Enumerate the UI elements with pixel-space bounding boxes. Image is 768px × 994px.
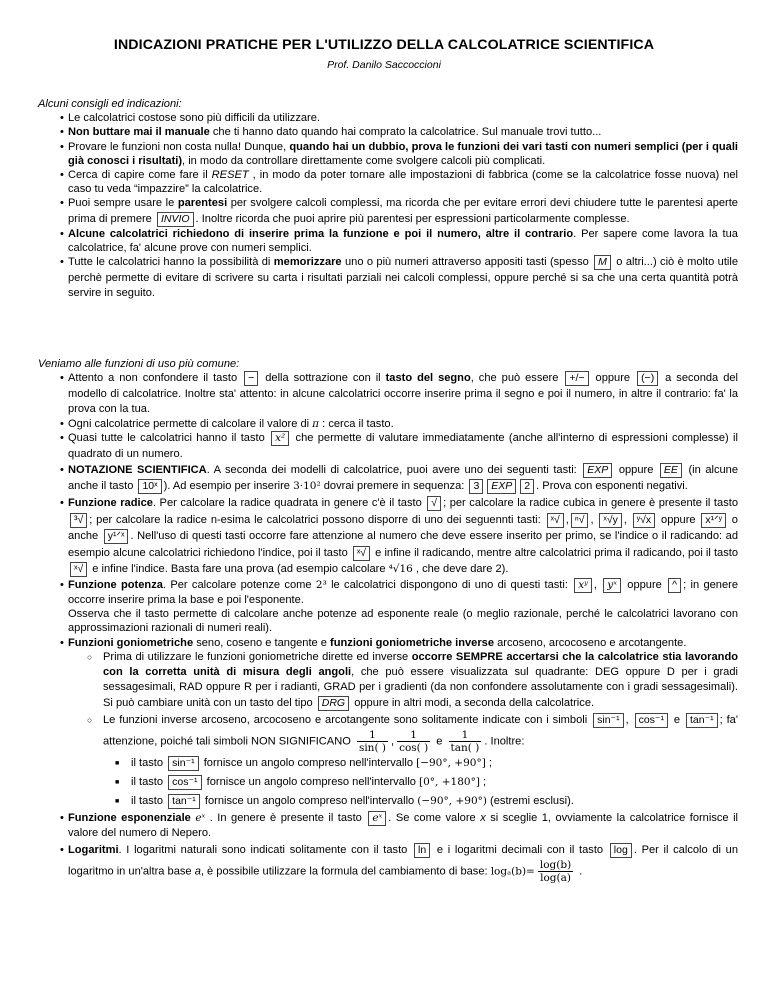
range-value: [−90°, +90°] [416, 757, 486, 770]
functions-section [38, 357, 738, 884]
range-value: (−90°, +90°) [417, 795, 487, 808]
sqrt-key: √ [427, 496, 441, 511]
range-value: [0°, +180°] [419, 776, 480, 789]
trig-sublist [68, 650, 738, 811]
fraction-sin: $\frac{1}{\sin( )}$ [358, 729, 386, 755]
ln-key: ln [414, 843, 430, 858]
sign-key-alt: (−) [637, 371, 658, 386]
cbrt-key: ³√ [70, 513, 87, 528]
list-item: • Funzione esponenziale eˣ . In genere è presente il tasto eˣ . Se come valore x si sceglie 1, ovviamente la calcolatrice fornisce il valore del numero di Nepero. [38, 811, 738, 842]
range-item: ■ il tasto cos⁻¹ fornisce un angolo compreso nell'intervallo [0°, +180°] ; [103, 773, 738, 792]
reset-word: RESET [211, 169, 249, 182]
fraction-tan: $\frac{1}{\tan( )}$ [450, 729, 480, 755]
list-item: • Quasi tutte le calcolatrici hanno il tasto x² che permette di valutare immediatamente (anche all'interno di espressioni complesse) il quadrato di un numero. [38, 431, 738, 462]
author-line: Prof. Danilo Saccoccioni [327, 59, 441, 71]
pi-symbol: π [312, 418, 320, 431]
list-item: • Le calcolatrici costose sono più difficili da utilizzare. [38, 111, 738, 125]
log-formula-fraction: $\frac{\log(b)}{\log(a)}$ [539, 858, 572, 884]
sci-example: 3·10² [293, 480, 321, 493]
list-item: • NOTAZIONE SCIENTIFICA. A seconda dei modelli di calcolatrice, puoi avere uno dei seguenti tasti: EXP oppure EE (in alcune anche il tasto 10ˣ ). Ad esempio per inserire 3·10² dovrai premere in sequenza: 3 EXP 2 . Prova con esponenti negativi. [38, 462, 738, 495]
acos-key: cos⁻¹ [635, 713, 668, 728]
minus-key: − [244, 371, 258, 386]
ten-power-key: 10ˣ [138, 479, 161, 494]
square-key: x² [271, 431, 289, 446]
list-item: • Alcune calcolatrici richiedono di inserire prima la funzione e poi il numero, altre il contrario. Per sapere come lavora la tua calcolatrice, fa' alcune prove con numeri semplici. [38, 227, 738, 255]
list-item: • Attento a non confondere il tasto − della sottrazione con il tasto del segno, che può essere +/− oppure (−) a seconda del modello di calcolatrice. Inoltre sta' attento: in alcune calcolatrici occorre inserire prima il segno e poi il numero, in altre il contrario: fa' la prova con la tua. [38, 371, 738, 417]
drg-key: DRG [318, 696, 349, 711]
y-pow-x-key: yˣ [603, 578, 621, 593]
xroot-key: ˣ√ [70, 562, 87, 577]
atan-key: tan⁻¹ [686, 713, 718, 728]
exp-function-key: eˣ [368, 811, 386, 826]
list-item: • Puoi sempre usare le parentesi per svolgere calcoli complessi, ma ricorda che per evitare errori devi chiudere tutte le parentesi aperte prima di premere INVIO . Inoltre ricorda che puoi aprire più parentesi per espressioni particolarmente complesse. [38, 196, 738, 227]
sublist-item: ○ Le funzioni inverse arcoseno, arcocoseno e arcotangente sono solitamente indicate con i simboli sin⁻¹ , cos⁻¹ e tan⁻¹ ; fa' attenzione, poiché tali simboli NON SIGNIFICANO $\frac{1}{\sin( )}$ , $\frac{1}{\cos( )}$ e $\frac{1}{\tan( )}$ . Inoltre: ■ il tasto sin⁻¹ fornisce un angolo compreso nell'intervallo [−90°, +90°] ; ■ il tasto cos⁻¹ fornisce un angolo compreso nell'intervallo [0°, +180°] ; ■ il tasto tan⁻¹ fornisce un angolo compreso nell'intervallo (−90°, +90°) (estremi esclusi). [68, 711, 738, 811]
asin-key: sin⁻¹ [168, 756, 198, 771]
nroot-key: ⁿ√ [571, 513, 589, 528]
page-title: INDICAZIONI PRATICHE PER L'UTILIZZO DELLA CALCOLATRICE SCIENTIFICA [113, 37, 655, 53]
list-item: • Cerca di capire come fare il RESET , in modo da poter tornare alle impostazioni di fabbrica (come se la calcolatrice fosse nuova) nel caso tu veda “impazzire” la calcolatrice. [38, 168, 738, 196]
list-item: • Tutte le calcolatrici hanno la possibilità di memorizzare uno o più numeri attraverso appositi tasti (spesso M o altri...) ciò è molto utile perchè permette di evitare di scrivere su carta i risultati parziali nei calcoli complessi, oppure perché si sa che una certa quantità potrà servire in seguito. [38, 255, 738, 301]
list-item: • Provare le funzioni non costa nulla! Dunque, quando hai un dubbio, prova le funzioni dei vari tasti con numeri semplici (per i quali già conosci i risultati), in modo da controllare direttamente come svolgere calcoli più complicati. [38, 140, 738, 168]
xroot-key: ˣ√ [353, 546, 370, 561]
fraction-cos: $\frac{1}{\cos( )}$ [399, 729, 429, 755]
tips-section [38, 97, 738, 301]
list-item: • Funzione potenza. Per calcolare potenze come 2³ le calcolatrici dispongono di uno di questi tasti: xʸ , yˣ oppure ^ ; in genere occorre inserire prima la base e poi l'esponente. Osserva che il tasto permette di calcolare anche potenze ad esponente reale (o meglio razionale, perché le calcolatrici lavorano con approssimazioni razionali di numeri reali). [38, 578, 738, 636]
log-formula-lhs: logₐ(b)= [490, 865, 535, 878]
asin-key: sin⁻¹ [593, 713, 623, 728]
sublist-item: ○ Prima di utilizzare le funzioni goniometriche dirette ed inverse occorre SEMPRE accertarsi che la calcolatrice stia lavorando con la corretta unità di misura degli angoli, che può essere visualizzata sul quadrante: DEG oppure D per i gradi sessagesimali, RAD oppure R per i radianti, GRAD per i gradienti (da non confondere assolutamente con i gradi sessagesimali). Si può cambiare unità con un tasto del tipo DRG oppure in altri modi, a seconda della calcolatrice. [68, 650, 738, 711]
functions-list [38, 371, 738, 883]
invio-key: INVIO [157, 212, 194, 227]
list-item: • Funzione radice. Per calcolare la radice quadrata in genere c'è il tasto √ ; per calcolare la radice cubica in genere è presente il tasto ³√ ; per calcolare la radice n-esima le calcolatrici possono disporre di uno dei seguennti tasti: ˣ√ , ⁿ√ , ˣ√y , ʸ√x oppure x¹ᐟʸ o anche y¹ᐟˣ . Nell'uso di questi tasti occorre fare attenzione al numero che deve essere inserito per primo, se l'indice o il radicando: ad esempio alcune calcolatrici richiedono l'indice, poi il tasto ˣ√ e infine il radicando, mentre altre calcolatrici prima il radicando, poi il tasto ˣ√ e infine l'indice. Basta fare una prova (ad esempio calcolare ⁴√16 , che deve dare 2). [38, 495, 738, 578]
tips-list [38, 111, 738, 301]
exp-symbol: eˣ [195, 812, 206, 825]
seq-key-exp: EXP [487, 479, 516, 494]
root-example: ⁴√16 [388, 563, 413, 576]
y-pow-inv-x-key: y¹ᐟˣ [104, 529, 129, 544]
range-item: ■ il tasto tan⁻¹ fornisce un angolo compreso nell'intervallo (−90°, +90°) (estremi esclusi). [103, 792, 738, 811]
log-key: log [610, 843, 632, 858]
power-note: Osserva che il tasto permette di calcolare anche potenze ad esponente reale (o meglio razionale, perché le calcolatrici lavorano con approssimazioni razionali di numeri reali). [68, 608, 738, 635]
ee-key: EE [660, 463, 682, 478]
caret-key: ^ [668, 578, 681, 593]
atan-key: tan⁻¹ [168, 794, 200, 809]
exp-key: EXP [583, 463, 612, 478]
range-item: ■ il tasto sin⁻¹ fornisce un angolo compreso nell'intervallo [−90°, +90°] ; [103, 754, 738, 773]
list-item: • Non buttare mai il manuale che ti hanno dato quando hai comprato la calcolatrice. Sul manuale trovi tutto... [38, 125, 738, 139]
power-example: 2³ [315, 579, 327, 592]
xroot-key: ˣ√ [547, 513, 564, 528]
seq-key-2: 2 [520, 479, 534, 494]
list-item: • Ogni calcolatrice permette di calcolare il valore di π : cerca il tasto. [38, 417, 738, 431]
range-list [103, 754, 738, 811]
acos-key: cos⁻¹ [168, 775, 201, 790]
list-item: • Funzioni goniometriche seno, coseno e tangente e funzioni goniometriche inverse arcoseno, arcocoseno e arcotangente. ○ Prima di utilizzare le funzioni goniometriche dirette ed inverse occorre SEMPRE accertarsi che la calcolatrice stia lavorando con la corretta unità di misura degli angoli, che può essere visualizzata sul quadrante: DEG oppure D per i gradi sessagesimali, RAD oppure R per i radianti, GRAD per i gradienti (da non confondere assolutamente con i gradi sessagesimali). Si può cambiare unità con un tasto del tipo DRG oppure in altri modi, a seconda della calcolatrice. ○ Le funzioni inverse arcoseno, arcocoseno e arcotangente sono solitamente indicate con i simboli sin⁻¹ , cos⁻¹ e tan⁻¹ ; fa' attenzione, poiché tali simboli NON SIGNIFICANO $\frac{1}{\sin( )}$ , $\frac{1}{\cos( )}$ e $\frac{1}{\tan( )}$ . Inoltre: ■ il tasto sin⁻¹ fornisce un angolo compreso nell'intervallo [−90°, +90°] ; ■ il tasto cos⁻¹ fornisce un angolo compreso nell'intervallo [0°, +180°] ; ■ il tasto tan⁻¹ fornisce un angolo compreso nell'intervallo (−90°, +90°) (estremi esclusi). [38, 636, 738, 811]
seq-key-3: 3 [469, 479, 483, 494]
x-pow-y-key: xʸ [574, 578, 592, 593]
yroot-x-key: ʸ√x [633, 513, 655, 528]
tips-heading: Alcuni consigli ed indicazioni: [38, 98, 182, 110]
memory-key: M [594, 255, 611, 270]
sign-key: +/− [565, 371, 588, 386]
functions-heading: Veniamo alle funzioni di uso più comune: [38, 358, 240, 370]
xroot-y-key: ˣ√y [599, 513, 621, 528]
list-item: • Logaritmi. I logaritmi naturali sono indicati solitamente con il tasto ln e i logaritmi decimali con il tasto log . Per il calcolo di un logaritmo in un'altra base a, è possibile utilizzare la formula del cambiamento di base: logₐ(b)= $\frac{\log(b)}{\log(a)}$ . [38, 842, 738, 884]
x-pow-inv-y-key: x¹ᐟʸ [701, 513, 726, 528]
